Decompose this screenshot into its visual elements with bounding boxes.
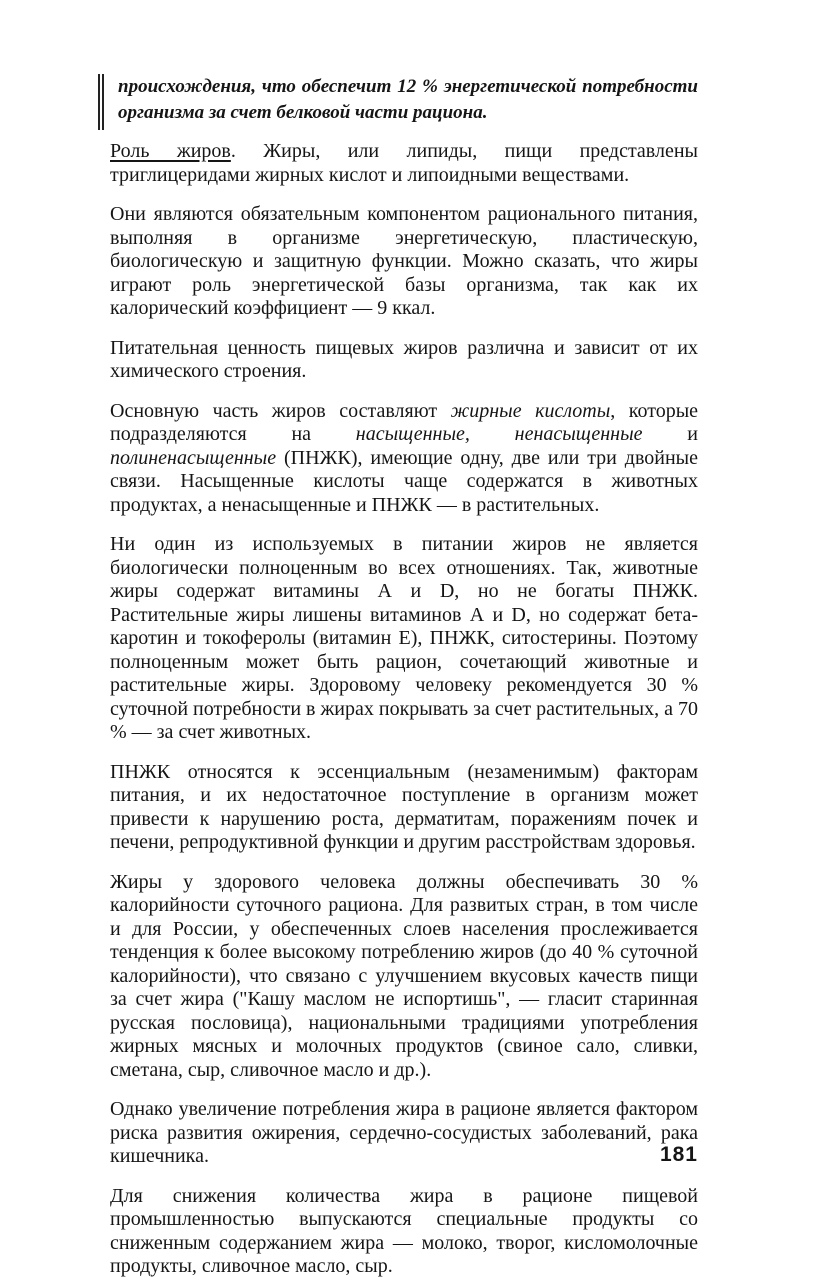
term-fatty-acids: жирные кислоты [450, 399, 611, 422]
paragraph-low-fat-products: Для снижения количества жира в рационе пищевой промышленностью выпускаются специальные продукты со сниженным содержанием жира — молоко, творог, кисломолочные продукты, сливочное масло, сыр. [110, 1184, 698, 1277]
paragraph-fatty-acids [110, 400, 698, 518]
text-run: Основную часть жиров составляют [110, 399, 451, 422]
text-run: и [642, 423, 698, 445]
highlight-note [118, 74, 698, 126]
term-polyunsaturated: полиненасыщенные [110, 446, 277, 469]
paragraph-text: . Жиры, или липиды, пищи представлены триглицеридами жирных кислот и липоидными веществами. [110, 140, 698, 186]
section-lead-underlined: Роль жиров [110, 140, 231, 162]
margin-bar [98, 74, 104, 130]
text-run: , которые подразделяются на [110, 399, 699, 445]
page-number: 181 [659, 1143, 698, 1166]
paragraph-nutritional-value: Питательная ценность пищевых жиров различна и зависит от их химического строения. [110, 336, 698, 382]
note-text: происхождения, что обеспечит 12 % энергетической потребности организма за счет белковой части рациона. [118, 76, 698, 123]
paragraph-fat-calories: Жиры у здорового человека должны обеспечивать 30 % калорийности суточного рациона. Для развитых стран, в том числе и для России, у обеспеченных слоев населения прослеживается тенденция к более высокому потреблению жиров (до 40 % суточной калорийности), что связано с улучшением вкусовых качеств пищи за счет жира ("Кашу маслом не испортишь", — гласит старинная русская пословица), национальными традициями употребления жирных мясных и молочных продуктов (свиное сало, сливки, сметана, сыр, сливочное масло и др.). [110, 870, 698, 1081]
term-saturated-unsaturated: насыщенные, ненасыщенные [355, 423, 643, 445]
page-body [110, 74, 698, 1279]
paragraph-no-complete-fat: Ни один из используемых в питании жиров не является биологически полноценным во всех отношениях. Так, животные жиры содержат витамины А и D, но не богаты ПНЖК. Растительные жиры лишены витаминов А и D, но содержат бета-каротин и токоферолы (витамин Е), ПНЖК, ситостерины. Поэтому полноценным может быть рацион, сочетающий животные и растительные жиры. Здоровому человеку рекомендуется 30 % суточной потребности в жирах покрывать за счет растительных, а 70 % — за счет животных. [110, 533, 698, 743]
text-run: (ПНЖК), имеющие одну, две или три двойные связи. Насыщенные кислоты чаще содержатся в животных продуктах, а ненасыщенные и ПНЖК — в растительных. [110, 446, 698, 516]
paragraph-role-of-fats [110, 140, 698, 187]
paragraph-risk: Однако увеличение потребления жира в рационе является фактором риска развития ожирения, сердечно-сосудистых заболеваний, рака кишечника. [110, 1098, 698, 1167]
paragraph-pufa-essential: ПНЖК относятся к эссенциальным (незаменимым) факторам питания, и их недостаточное поступление в организм может привести к нарушению роста, дерматитам, поражениям почек и печени, репродуктивной функции и другим расстройствам здоровья. [110, 760, 698, 853]
paragraph-functions: Они являются обязательным компонентом рационального питания, выполняя в организме энергетическую, пластическую, биологическую и защитную функции. Можно сказать, что жиры играют роль энергетической базы организма, так как их калорический коэффициент — 9 ккал. [110, 203, 698, 319]
